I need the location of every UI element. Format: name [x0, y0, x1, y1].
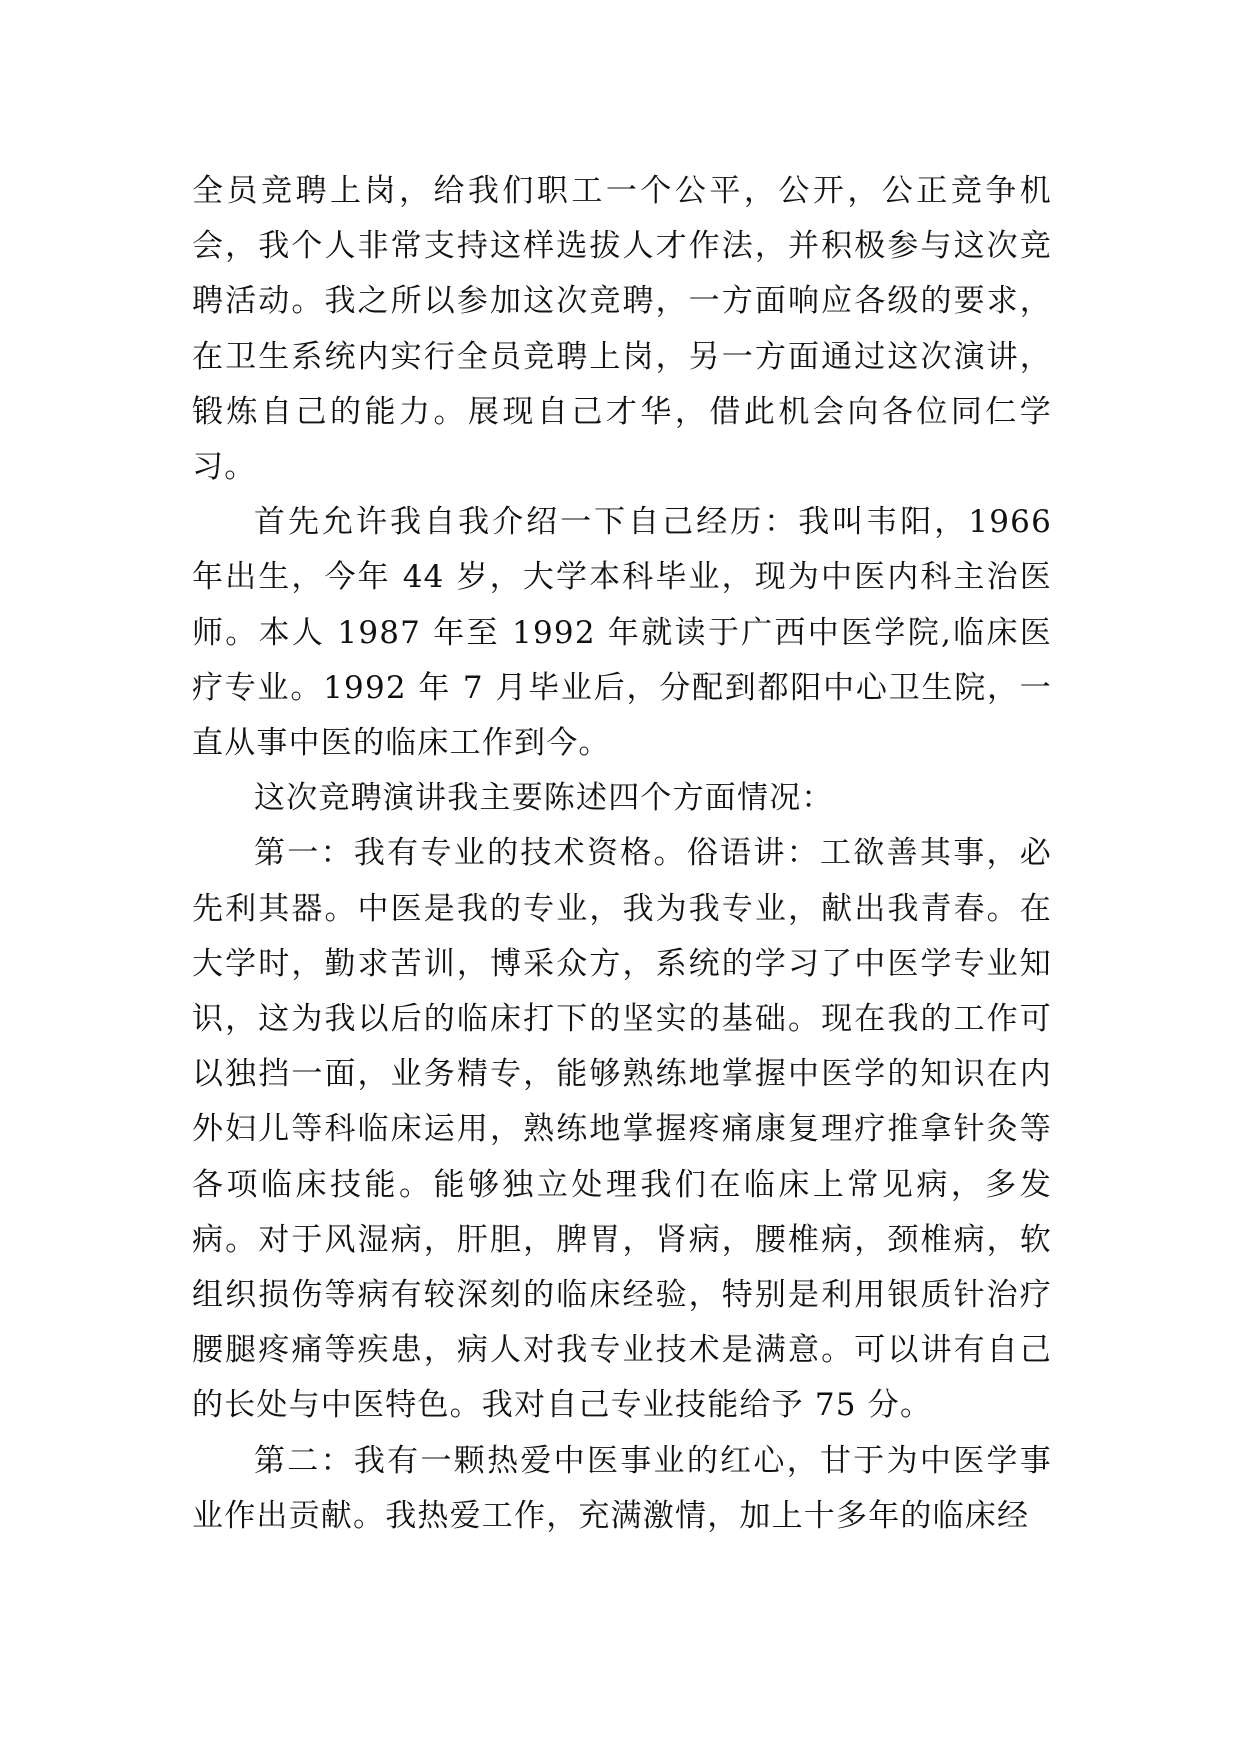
paragraph-3: 这次竞聘演讲我主要陈述四个方面情况：: [254, 780, 834, 817]
paragraph-1: 全员竞聘上岗，给我们职工一个公平，公开，公正竞争机会，我个人非常支持这样选拔人才作法，并积极参与这次竞聘活动。我之所以参加这次竞聘，一方面响应各级的要求，在卫生系统内实行全员竞聘上岗，另一方面通过这次演讲，锻炼自己的能力。展现自己才华，借此机会向各位同仁学习。: [192, 173, 1052, 486]
paragraph-4: 第一：我有专业的技术资格。俗语讲：工欲善其事，必先利其器。中医是我的专业，我为我专业，献出我青春。在大学时，勤求苦训，博采众方，系统的学习了中医学专业知识，这为我以后的临床打下的坚实的基础。现在我的工作可以独挡一面，业务精专，能够熟练地掌握中医学的知识在内外妇儿等科临床运用，熟练地掌握疼痛康复理疗推拿针灸等各项临床技能。能够独立处理我们在临床上常见病，多发病。对于风湿病，肝胆，脾胃，肾病，腰椎病，颈椎病，软组织损伤等病有较深刻的临床经验，特别是利用银质针治疗腰腿疼痛等疾患，病人对我专业技术是满意。可以讲有自己的长处与中医特色。我对自己专业技能给予 75 分。: [192, 835, 1052, 1424]
document-body: [192, 164, 1052, 1544]
paragraph-5: 第二：我有一颗热爱中医事业的红心，甘于为中医学事业作出贡献。我热爱工作，充满激情，加上十多年的临床经: [192, 1442, 1052, 1534]
paragraph-2: 首先允许我自我介绍一下自己经历：我叫韦阳，1966 年出生，今年 44 岁，大学本科毕业，现为中医内科主治医师。本人 1987 年至 1992 年就读于广西中医学院,临床医疗专业。1992 年 7 月毕业后，分配到都阳中心卫生院，一直从事中医的临床工作到今。: [192, 504, 1052, 762]
